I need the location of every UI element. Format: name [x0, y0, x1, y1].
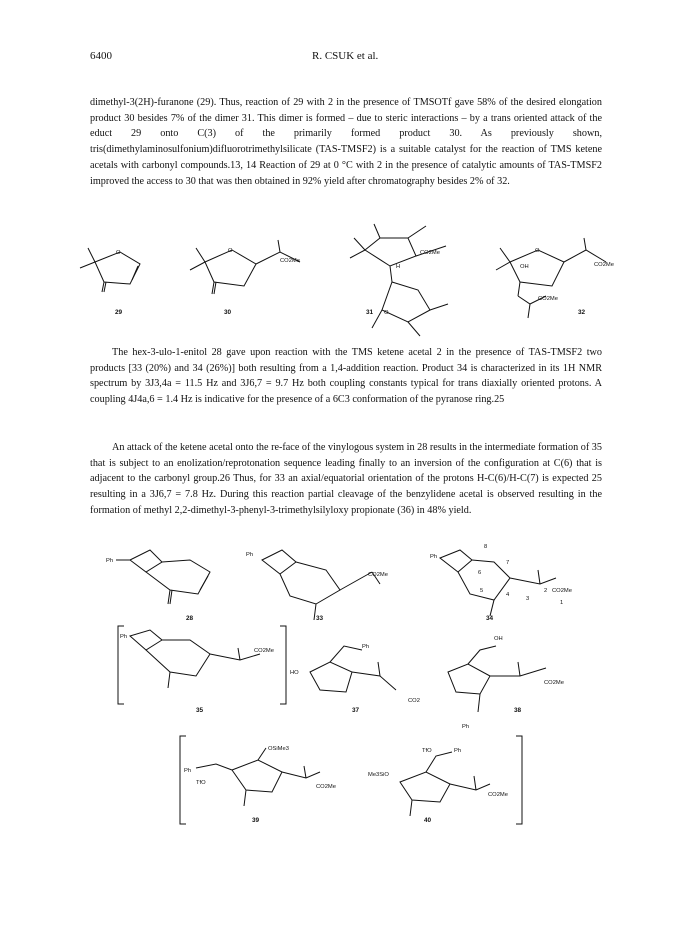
carboxylate-label: CO2 — [408, 698, 420, 704]
atom-label-o: O — [116, 250, 121, 256]
silyl-ether-label: Me3SiO — [368, 772, 389, 778]
compound-number-32: 32 — [578, 309, 586, 316]
phenyl-label: Ph — [462, 724, 470, 730]
locant-label: 2 — [544, 588, 548, 594]
silyl-ether-label: OSiMe3 — [268, 746, 289, 752]
compound-number-33: 33 — [316, 615, 324, 622]
locant-label: 5 — [480, 588, 484, 594]
atom-label-o: O — [384, 310, 389, 316]
paragraph-text: dimethyl-3(2H)-furanone (29). Thus, reaction of 29 with 2 in the presence of TMSOTf gave 58% of the desired elongation product 30 besides 7% of the dimer 31. This dimer is formed – due to steric interactions – by a trans oriented attack of the educt 29 onto C(3) of the primarily formed product 30. As previously shown, tris(dimethylaminosulfonium)difluorotrimethylsilicate (TAS-TMSF2) is a suitable catalyst for the reaction of TMS ketene acetals with carbonyl compounds.13, 14 Reaction of 29 at 0 °C with 2 in the presence of catalytic amounts of TAS-TMSF2 improved the access to 30 that was then obtained in 92% yield after chromatography besides 2% of 32. — [90, 97, 602, 187]
structure-35 — [130, 630, 260, 688]
locant-label: 3 — [526, 596, 530, 602]
phenyl-label: Ph — [430, 554, 438, 560]
ester-label: CO2Me — [420, 250, 440, 256]
body-paragraph-1 — [90, 95, 602, 189]
ester-label: CO2Me — [594, 262, 614, 268]
atom-label-h: H — [396, 264, 401, 270]
paragraph-text: The hex-3-ulo-1-enitol 28 gave upon reaction with the TMS ketene acetal 2 in the presence of TAS-TMSF2 two products [33 (20%) and 34 (26%)] both resulting from a 1,4-addition reaction. Product 34 is characterized in its 1H NMR spectrum by 3J3,4a = 11.5 Hz and 3J6,7 = 9.7 Hz both coupling constants typical for trans diaxially oriented protons. A coupling 4J4a,6 = 1.4 Hz is indicative for the presence of a 6C3 conformation of the pyranose ring.25 — [90, 347, 602, 406]
ester-label: CO2Me — [316, 784, 336, 790]
phenyl-label: Ph — [106, 558, 114, 564]
ester-label: CO2Me — [488, 792, 508, 798]
structure-31 — [350, 224, 448, 336]
structure-39 — [196, 748, 320, 806]
locant-label: 7 — [506, 560, 510, 566]
bracket-right — [280, 626, 286, 704]
ester-label: CO2Me — [254, 648, 274, 654]
phenyl-label: Ph — [120, 634, 128, 640]
compound-number-30: 30 — [224, 309, 232, 316]
structure-40 — [400, 752, 490, 816]
locant-label: 1 — [560, 600, 564, 606]
locant-label: 8 — [484, 544, 488, 550]
atom-label-o: O — [535, 248, 540, 254]
phenyl-label: Ph — [184, 768, 192, 774]
ester-label: CO2Me — [552, 588, 572, 594]
structure-33 — [262, 550, 380, 620]
ester-label: CO2Me — [538, 296, 558, 302]
body-paragraph-2 — [90, 345, 602, 408]
triflate-label: TfO — [196, 780, 206, 786]
phenyl-label: Ph — [454, 748, 462, 754]
triflate-label: TfO — [422, 748, 432, 754]
compound-number-39: 39 — [252, 817, 260, 824]
locant-label: 4 — [506, 592, 510, 598]
ester-label: CO2Me — [368, 572, 388, 578]
structure-28 — [116, 550, 210, 604]
page-number: 6400 — [90, 50, 112, 62]
structure-37 — [310, 646, 396, 692]
structure-29 — [80, 248, 140, 292]
bracket-right — [516, 736, 522, 824]
structure-38 — [448, 646, 546, 712]
compound-number-40: 40 — [424, 817, 432, 824]
hydroxyl-label: OH — [494, 636, 503, 642]
phenyl-label: Ph — [362, 644, 370, 650]
hydroxyl-label: HO — [290, 670, 299, 676]
compound-number-34: 34 — [486, 615, 494, 622]
bracket-left — [180, 736, 186, 824]
body-paragraph-3 — [90, 440, 602, 519]
bracket-left — [118, 626, 124, 704]
running-title: R. CSUK et al. — [312, 50, 379, 62]
structure-34 — [440, 550, 556, 616]
structure-32 — [496, 238, 606, 318]
hydroxyl-label: OH — [520, 264, 529, 270]
atom-label-o: O — [228, 248, 233, 254]
compound-number-37: 37 — [352, 707, 360, 714]
compound-number-38: 38 — [514, 707, 522, 714]
ester-label: CO2Me — [280, 258, 300, 264]
compound-number-28: 28 — [186, 615, 194, 622]
paragraph-text: An attack of the ketene acetal onto the re-face of the vinylogous system in 28 results in the intermediate formation of 35 that is subject to an enolization/reprotonation sequence leading finally to an inversion of the configuration at C(6) that is adjacent to the carbonyl group.26 Thus, for 33 an axial/equatorial orientation of the protons H-C(6)/H-C(7) is expected 25 resulting in a 3J6,7 = 7.8 Hz. During this reaction partial cleavage of the benzylidene acetal is observed resulting in the formation of methyl 2,2-dimethyl-3-phenyl-3-trimethylsilyloxy propionate (36) in 48% yield. — [90, 442, 602, 516]
compound-number-29: 29 — [115, 309, 123, 316]
ester-label: CO2Me — [544, 680, 564, 686]
compound-number-35: 35 — [196, 707, 204, 714]
locant-label: 6 — [478, 570, 482, 576]
phenyl-label: Ph — [246, 552, 254, 558]
structure-30 — [190, 240, 300, 294]
compound-number-31: 31 — [366, 309, 374, 316]
